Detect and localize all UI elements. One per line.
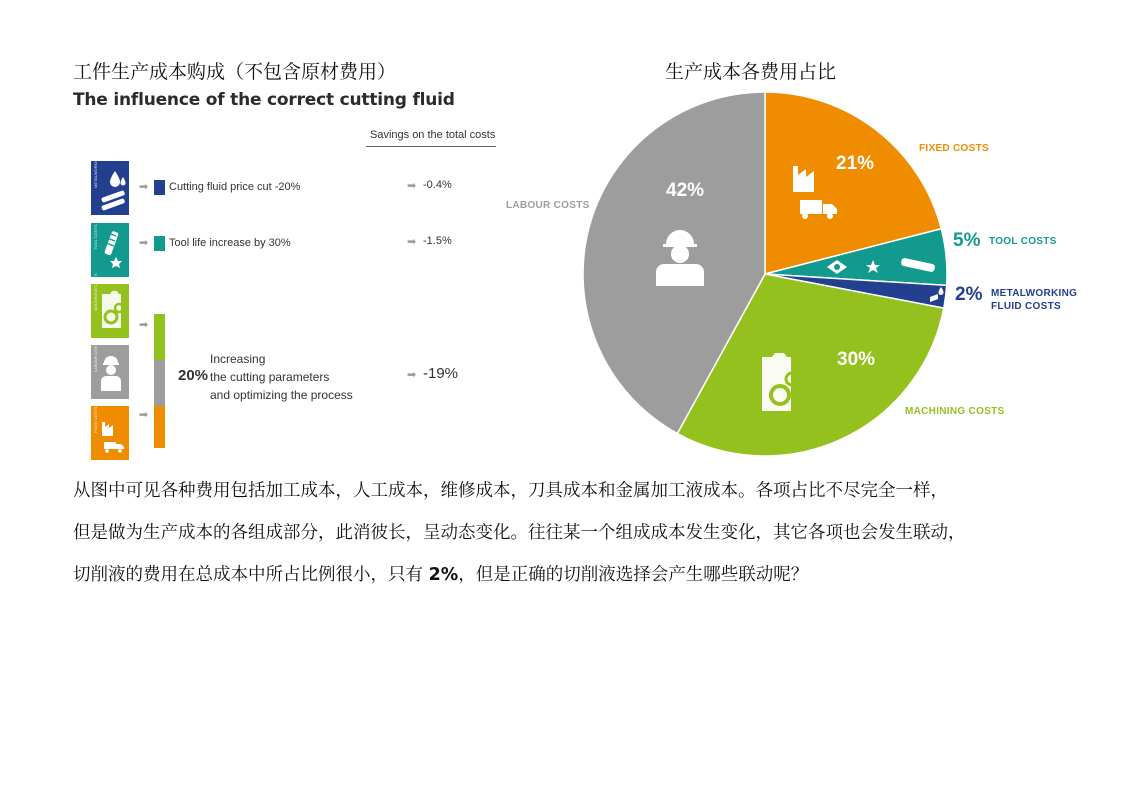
labour-costs-tile	[91, 340, 129, 399]
slice-pct-fluid: 2%	[955, 284, 983, 305]
right-heading: 生产成本各费用占比	[665, 61, 837, 83]
tile-label: METALWORKING FLUID COSTS	[93, 128, 98, 188]
row-color-swatch	[154, 236, 165, 251]
row-color-swatch	[154, 180, 165, 195]
tile-label: FIXED COSTS	[93, 406, 98, 433]
savings-header: Savings on the total costs	[370, 129, 496, 141]
arrow-icon: ➡	[407, 179, 417, 192]
pie-chart-panel	[500, 86, 1078, 464]
highlight-percent: 2%	[428, 565, 459, 585]
group-bar-fixed	[154, 406, 165, 448]
slice-label-fixed: FIXED COSTS	[919, 143, 989, 154]
group-bar-machining	[154, 314, 165, 360]
arrow-icon: ➡	[407, 235, 417, 248]
gears-icon	[758, 351, 818, 413]
group-percent: 20%	[178, 367, 209, 384]
slice-label-labour: LABOUR COSTS	[506, 200, 590, 211]
slice-pct-labour: 42%	[666, 180, 705, 201]
group-saving: -19%	[423, 365, 459, 382]
slice-pct-machining: 30%	[837, 349, 876, 370]
group-line2: the cutting parameters	[210, 370, 330, 384]
group-line3: and optimizing the process	[210, 388, 353, 402]
paragraph-line: 从图中可见各种费用包括加工成本，人工成本，维修成本，刀具成本和金属加工液成本。各项占比不尽完全一样，	[73, 481, 948, 501]
machining-costs-tile	[91, 273, 129, 338]
group-bar-labour	[154, 360, 165, 406]
paragraph-line	[73, 554, 1063, 596]
body-paragraph	[73, 470, 1063, 596]
arrow-icon: ➡	[139, 408, 149, 421]
tile-label: LABOUR COSTS	[93, 340, 98, 372]
panel-title: The influence of the correct cutting fluid	[73, 90, 455, 110]
tile-label: TOOL COSTS	[93, 224, 98, 250]
row-label: Tool life increase by 30%	[169, 237, 291, 249]
fixed-costs-tile	[91, 406, 129, 460]
metalworking-fluid-tile	[91, 128, 129, 215]
slice-label-fluid-2: FLUID COSTS	[991, 301, 1061, 312]
row-label: Cutting fluid price cut -20%	[169, 181, 301, 193]
arrow-icon: ➡	[407, 368, 417, 381]
row-saving: -0.4%	[423, 179, 452, 191]
tile-label: MACHINING COSTS	[93, 273, 98, 311]
slice-pct-fixed: 21%	[836, 153, 875, 174]
arrow-icon: ➡	[139, 180, 149, 193]
arrow-icon: ➡	[139, 318, 149, 331]
tool-icons	[825, 251, 945, 281]
tool-costs-tile	[91, 223, 129, 277]
paragraph-text: ，但是正确的切削液选择会产生哪些联动呢？	[458, 565, 809, 585]
cutting-fluid-panel	[70, 86, 520, 464]
savings-header-underline	[366, 146, 496, 147]
arrow-icon: ➡	[139, 236, 149, 249]
slice-pct-tool: 5%	[953, 230, 981, 251]
left-heading: 工件生产成本购成（不包含原材费用）	[73, 61, 397, 83]
paragraph-text: 切削液的费用在总成本中所占比例很小，只有	[73, 565, 429, 585]
worker-icon	[650, 226, 710, 288]
fluid-drop-icon	[926, 285, 946, 303]
row-saving: -1.5%	[423, 235, 452, 247]
slice-label-tool: TOOL COSTS	[989, 236, 1057, 247]
slice-label-fluid-1: METALWORKING	[991, 288, 1078, 299]
group-line1: Increasing	[210, 352, 266, 366]
paragraph-line: 但是做为生产成本的各组成部分，此消彼长，呈动态变化。往往某一个组成成本发生变化，其它各项也会发生联动，	[73, 523, 966, 543]
slice-label-machining: MACHINING COSTS	[905, 406, 1005, 417]
